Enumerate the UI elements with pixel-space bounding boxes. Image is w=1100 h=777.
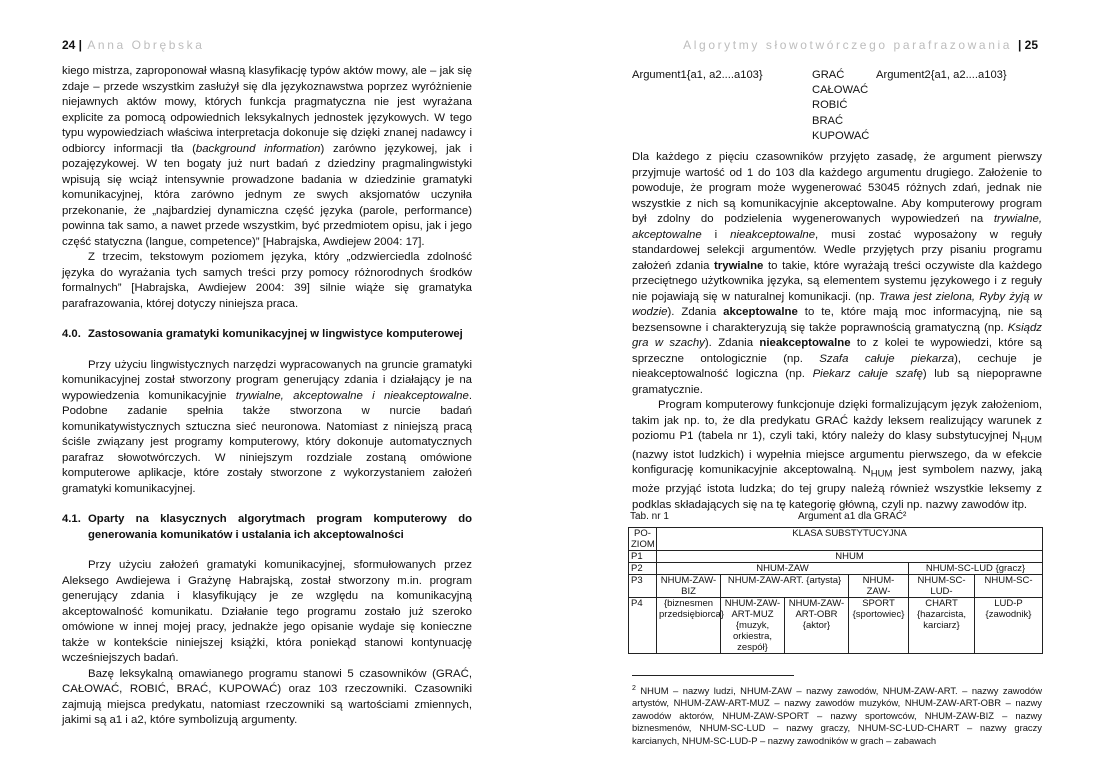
verb: KUPOWAĆ: [812, 129, 870, 142]
paragraph: Program komputerowy funkcjonuje dzięki formalizującym język założeniom, takim jak np. to, że dla predykatu GRAĆ każdy leksem realizujący warunek z poziomu P1 (tabela nr 1), czyli taki, który należy do klasy substytucyjnej $N_{HUM}$ (nazwy istot ludzkich) i wypełnia miejsce argumentu pierwszego, da w efekcie konfigurację komunikacyjnie akceptowalną. $N_{HUM}$ jest symbolem nazwy, jaką może przyjąć istota ludzka; do tej grupy należą również wszystkie leksemy z podklas składających się na tę kategorię główną, czyli np. nazwy zawodów itp.: [632, 399, 1042, 511]
page-number: | 25: [1017, 38, 1038, 52]
paragraph: kiego mistrza, zaproponował własną klasyfikację typów aktów mowy, ale – jak się zdaje – przede wszystkim zasłużył się dla językoznawstwa poprzez wyróżnienie niejawnych aktów mowy, których funkcja pragmatyczna nie jest wyrażana explicite za pomocą odpowiednich leksykalnych jednostek językowych. W tego typu wypowiedziach właściwa interpretacja dokonuje się dzięki znanej nadawcy i odbiorcy informacji tła (background information) zarówno językowej, jak i pozajęzykowej. W ten bogaty już nurt badań z dziedziny pragmalingwistyki wpisują się wciąż intensywnie prowadzone badania w dziedzinie gramatyki komunikacyjnej, która zarówno jednym ze swych aksjomatów uczyniła przekonanie, że „najbardziej dynamiczna część języka (parole, performance) powinna tak samo, a nawet przede wszystkim, być przedmiotem opisu, jak i jego część statyczna (langue, competence)” [Habrajska, Awdiejew 2004: 17].: [62, 65, 472, 248]
author-name: Anna Obrębska: [87, 38, 205, 52]
table-row: P4 {biznesmen przedsiębiorca} NHUM-ZAW-ART-MUZ {muzyk, orkiestra, zespół} NHUM-ZAW-ART-OBR {aktor} SPORT {sportowiec} CHART {hazarcista, karciarz} LUD-P {zawodnik}: [629, 598, 1043, 654]
paragraph: Bazę leksykalną omawianego programu stanowi 5 czasowników (GRAĆ, CAŁOWAĆ, ROBIĆ, BRAĆ, KUPOWAĆ) oraz 103 rzeczowniki. Czasowniki zajmują miejsca predykatu, natomiast rzeczowniki są wartościami zmiennych, jakimi są a1 i a2, które symbolizują argumenty.: [62, 667, 472, 726]
verb: BRAĆ: [812, 114, 844, 127]
paragraph: Przy użyciu lingwistycznych narzędzi wypracowanych na gruncie gramatyki komunikacyjnej został stworzony program generujący zdania i działający je na wypowiedzenia komunikacyjnie trywialne, akceptowalne i nieakceptowalne. Podobne zadanie spełnia także stworzona w nurcie badań komunikatywistycznych sztuczna sieć neuronowa. Natomiast z niniejszą pracą ściśle związany jest programy komputerowy, który dokonuje automatycznych parafraz słowotwórczych. W niniejszym rozdziale zostaną omówione komputerowe aplikacje, które zostały stworzone z wykorzystaniem założeń gramatyki komunikacyjnej.: [62, 358, 472, 495]
table-title: Argument a1 dla GRAĆ²: [798, 511, 907, 522]
book-title: Algorytmy słowotwórczego parafrazowania: [683, 38, 1013, 52]
page-number: 24 |: [62, 38, 83, 52]
right-page: [550, 0, 1100, 777]
running-head-right: [683, 38, 1038, 52]
verb: ROBIĆ: [812, 99, 848, 112]
right-body-text: [632, 150, 1042, 513]
table-row: P2 NHUM-ZAW NHUM-SC-LUD {gracz}: [629, 563, 1043, 575]
section-heading: 4.0. Zastosowania gramatyki komunikacyjnej w lingwistyce komputerowej: [62, 328, 463, 340]
verb: GRAĆ: [812, 69, 845, 81]
table-row: P3 NHUM-ZAW-BIZ NHUM-ZAW-ART. {artysta} NHUM-ZAW- NHUM-SC-LUD- NHUM-SC-: [629, 575, 1043, 598]
argument-2-label: Argument2{a1, a2....a103}: [876, 69, 1007, 81]
table-row: PO-ZIOM KLASA SUBSTYTUCYJNA: [629, 528, 1043, 551]
section-heading: 4.1. Oparty na klasycznych algorytmach program komputerowy do generowania komunikatów i ustalania ich akceptowalności: [62, 513, 472, 541]
paragraph: Przy użyciu założeń gramatyki komunikacyjnej, sformułowanych przez Aleksego Awdiejewa i Grażynę Habrajską, został stworzony m.in. program generujący zdania i klasyfikujący je ze względu na komunikacyjną akceptowalność komunikatu. Działanie tego programu zostało już szeroko omówione w innej mojej pracy, jednakże jego opisanie wydaje się konieczne także w kontekście niniejszej książki, która poniekąd stanowi kontynuację wcześniejszych badań.: [62, 559, 472, 664]
table-row: P1 NHUM: [629, 551, 1043, 563]
table-caption: Tab. nr 1: [630, 511, 669, 522]
running-head-left: [62, 38, 205, 52]
substitution-class-table: [628, 527, 1043, 654]
verb: CAŁOWAĆ: [812, 84, 869, 97]
table-block: [628, 511, 1042, 654]
footnote: $^2$ NHUM – nazwy ludzi, NHUM-ZAW – nazwy zawodów, NHUM-ZAW-ART. – nazwy zawodów artystów, NHUM-ZAW-ART-MUZ – nazwy zawodów muzyków, NHUM-ZAW-ART-OBR – nazwy zawodów aktorów, NHUM-ZAW-SPORT – nazwy sportowców, NHUM-ZAW-BIZ – nazwy biznesmenów, NHUM-SC-LUD – nazwy graczy, NHUM-SC-LUD-CHART – nazwy graczy karcianych, NHUM-SC-LUD-P – nazwy zawodników w grach – zabawach: [632, 684, 1042, 746]
argument-1-label: Argument1{a1, a2....a103}: [632, 69, 763, 81]
paragraph: Dla każdego z pięciu czasowników przyjęto zasadę, że argument pierwszy przyjmuje wartość od 1 do 103 dla każdego argumentu drugiego. Założenie to powoduje, że program może wygenerować 53045 różnych zdań, jednak nie wszystkie z nich są komunikacyjnie akceptowalne. Aby komputerowy program był zdolny do podzielenia wygenerowanych wypowiedzeń na trywialne, akceptowalne i nieakceptowalne, musi zostać wyposażony w reguły standardowej selekcji argumentów. Wedle przyjętych przy pisaniu programu założeń zdania trywialne to takie, które wyrażają treści oczywiste dla każdego przeciętnego użytkownika języka, są elementem systemu językowego i z reguły nie pojawiają się w naturalnej komunikacji. (np. Trawa jest zielona, Ryby żyją w wodzie). Zdania akceptowalne to te, które mają moc informacyjną, nie są bezsensowne i charakteryzują się także poprawnością gramatyczną (np. Ksiądz gra w szachy). Zdania nieakceptowalne to z kolei te wypowiedzi, które są sprzeczne ontologicznie (np. Szafa całuje piekarza), cechuje je nieakceptowalność logiczna (np. Piekarz całuje szafę) lub są niepoprawne gramatycznie.: [632, 151, 1042, 396]
footnote-rule: [632, 675, 794, 676]
paragraph: Z trzecim, tekstowym poziomem języka, który „odzwierciedla zdolność języka do wyrażania tych samych treści przy pomocy różnorodnych środków formalnych” [Habrajska, Awdiejew 2004: 39] silnie wiąże się gramatyka parafrazowania, której dotyczy niniejsza praca.: [62, 251, 472, 310]
left-body-text: [62, 64, 472, 729]
verb-list: [812, 68, 869, 144]
